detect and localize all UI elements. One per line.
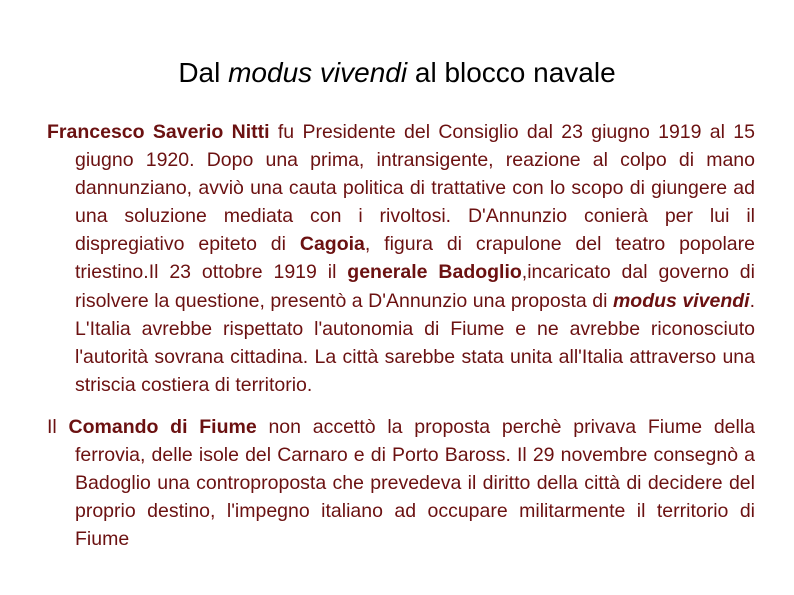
bold-italic-term (613, 290, 750, 312)
paragraph-comando (47, 413, 755, 553)
bold-term: Cagoia (299, 233, 365, 256)
paragraph-text: , figura di crapulone del teatro popolare triestino.Il 23 ottobre 1919 il (75, 233, 755, 284)
paragraph-text: . L'Italia avrebbe rispettato l'autonomia di Fiume e ne avrebbe riconosciuto l'autorità sovrana cittadina. La città sarebbe stata unita all'Italia attraverso una striscia costiera di territorio. (75, 289, 756, 396)
slide-title (0, 55, 794, 91)
paragraph-nitti (47, 118, 755, 399)
title-text: Dal (178, 57, 229, 88)
italic-term: modus vivendi (612, 289, 750, 312)
paragraph-text: Il (47, 415, 69, 438)
bold-term: Comando di Fiume (68, 415, 257, 438)
paragraph-text: ,incaricato dal governo di risolvere la questione, presentò a D'Annunzio una proposta di (75, 261, 755, 312)
title-italic-text: modus vivendi (228, 57, 408, 88)
title-text-end: al blocco navale (407, 57, 616, 88)
paragraph-text: non accettò la proposta perchè privava Fiume della ferrovia, delle isole del Carnaro e di Porto Baross. Il 29 novembre consegnò a Badoglio una controproposta che prevedeva il diritto della città di decidere del proprio destino, l'impegno italiano ad occupare militarmente il territorio di Fiume (75, 415, 756, 551)
slide-body (47, 118, 755, 553)
bold-term: generale Badoglio (347, 261, 522, 284)
paragraph-text: fu Presidente del Consiglio dal 23 giugno 1919 al 15 giugno 1920. Dopo una prima, intransigente, reazione al colpo di mano dannunziano, avviò una cauta politica di trattative con lo scopo di giungere ad una soluzione mediata con i rivoltosi. D'Annunzio conierà per lui il dispregiativo epiteto di (75, 121, 755, 256)
bold-term: Francesco Saverio Nitti (47, 121, 270, 143)
